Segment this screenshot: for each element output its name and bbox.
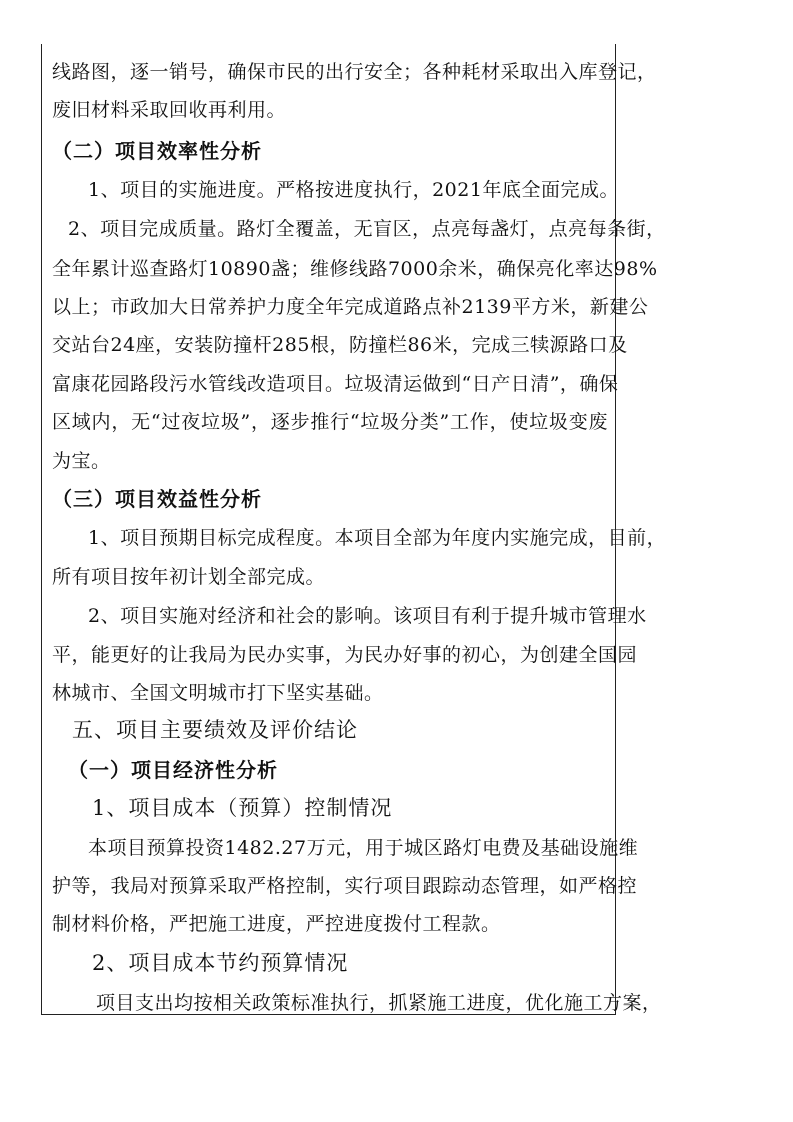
paragraph-line: 交站台24座，安装防撞杆285根，防撞栏86米，完成三犊源路口及 bbox=[52, 334, 628, 356]
chapter-heading-conclusion: 五、项目主要绩效及评价结论 bbox=[72, 718, 358, 742]
paragraph-line: 护等，我局对预算采取严格控制，实行项目跟踪动态管理，如严格控 bbox=[52, 875, 638, 897]
paragraph-line: 全年累计巡查路灯10890盏；维修线路7000余米，确保亮化率达98% bbox=[52, 258, 658, 280]
paragraph-line: 2、项目实施对经济和社会的影响。该项目有利于提升城市管理水 bbox=[88, 605, 647, 627]
paragraph-line: 以上；市政加大日常养护力度全年完成道路点补2139平方米，新建公 bbox=[52, 296, 649, 318]
paragraph-line: 1、项目预期目标完成程度。本项目全部为年度内实施完成，目前， bbox=[88, 527, 667, 549]
paragraph-line: 项目支出均按相关政策标准执行，抓紧施工进度，优化施工方案， bbox=[96, 992, 662, 1014]
subsection-heading-saving: 2、项目成本节约预算情况 bbox=[92, 951, 349, 975]
paragraph-line: 林城市、全国文明城市打下坚实基础。 bbox=[52, 682, 384, 704]
section-heading-economy: （一）项目经济性分析 bbox=[68, 758, 278, 782]
paragraph-line: 1、项目的实施进度。严格按进度执行，2021年底全面完成。 bbox=[88, 179, 619, 201]
section-heading-efficiency: （二）项目效率性分析 bbox=[52, 139, 262, 163]
paragraph-line: 区域内，无“过夜垃圾”，逐步推行“垃圾分类”工作，使垃圾变废 bbox=[52, 411, 608, 433]
section-heading-benefit: （三）项目效益性分析 bbox=[52, 487, 262, 511]
paragraph-line: 富康花园路段污水管线改造项目。垃圾清运做到“日产日清”，确保 bbox=[52, 373, 619, 395]
paragraph-line: 废旧材料采取回收再利用。 bbox=[52, 99, 287, 121]
paragraph-line: 为宝。 bbox=[52, 450, 111, 472]
paragraph-line: 制材料价格，严把施工进度，严控进度拨付工程款。 bbox=[52, 913, 501, 935]
paragraph-line: 平，能更好的让我局为民办实事，为民办好事的初心，为创建全国园 bbox=[52, 644, 638, 666]
paragraph-line: 所有项目按年初计划全部完成。 bbox=[52, 566, 326, 588]
paragraph-line: 2、项目完成质量。路灯全覆盖，无盲区，点亮每盏灯，点亮每条街， bbox=[68, 218, 666, 240]
paragraph-line: 线路图，逐一销号，确保市民的出行安全；各种耗材采取出入库登记， bbox=[52, 61, 657, 83]
subsection-heading-cost-control: 1、项目成本（预算）控制情况 bbox=[92, 796, 393, 820]
paragraph-line: 本项目预算投资1482.27万元，用于城区路灯电费及基础设施维 bbox=[88, 837, 639, 859]
